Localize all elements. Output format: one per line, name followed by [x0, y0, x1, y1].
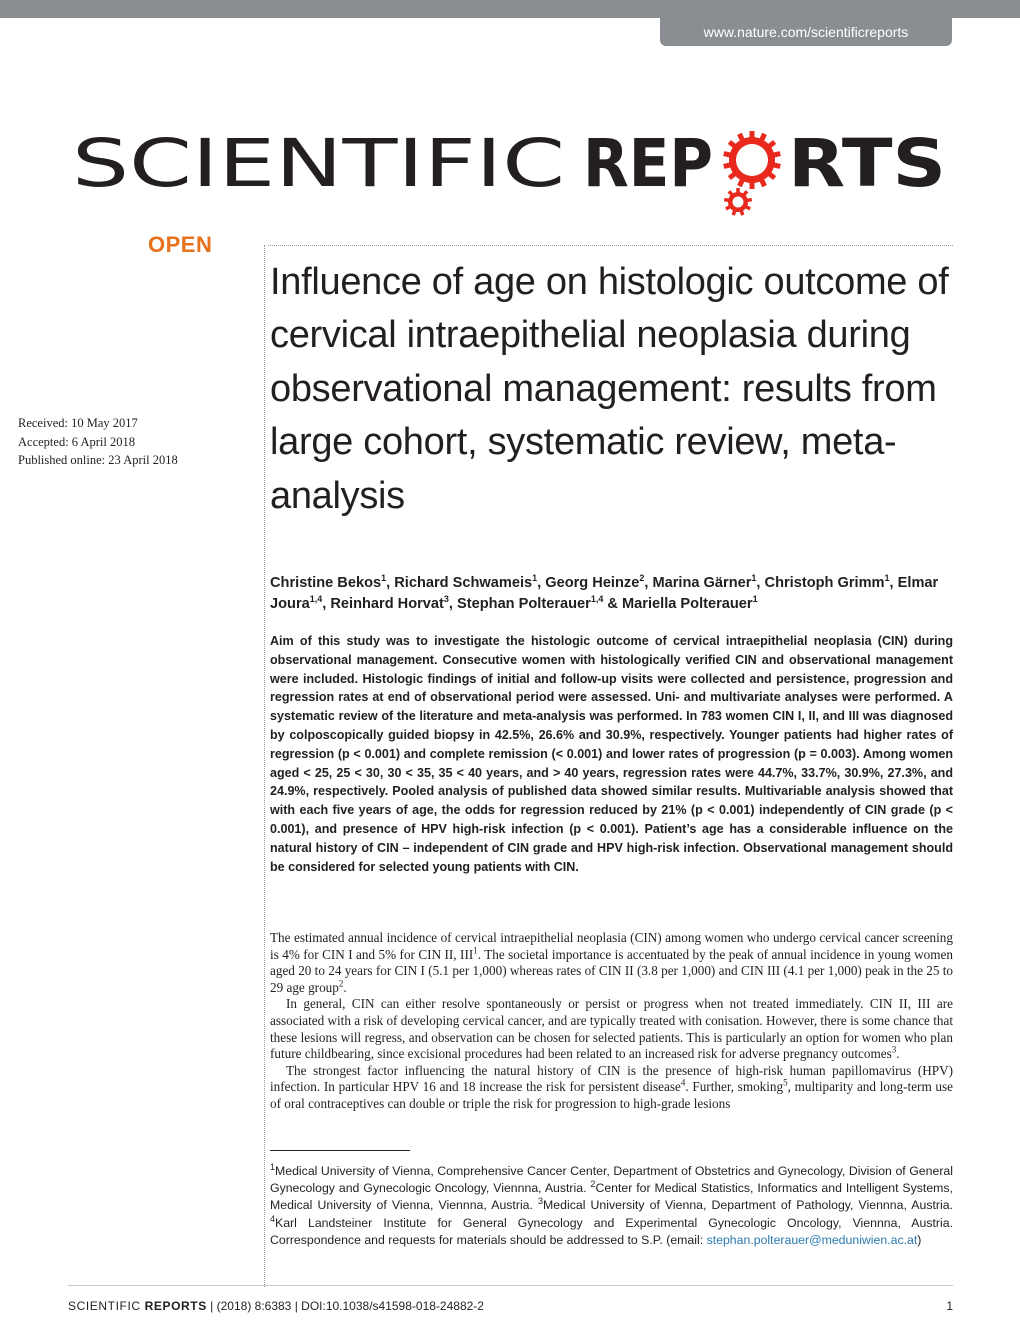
footer-journal-name: [68, 1299, 207, 1313]
page-footer: [68, 1297, 953, 1315]
author-name: Christine Bekos$^1$: [270, 573, 387, 591]
masthead-bold-right-text: RTS: [788, 125, 946, 202]
footer-doi-link[interactable]: DOI:10.1038/s41598-018-24882-2: [301, 1299, 484, 1313]
author-name: Georg Heinze$^2$: [545, 573, 645, 591]
dotted-column-divider: [264, 245, 265, 1287]
reference-marker[interactable]: 4: [680, 1077, 686, 1088]
reference-marker[interactable]: 3: [891, 1044, 897, 1055]
affiliation-marker: 1: [884, 573, 890, 584]
affiliation-marker: 2: [639, 573, 645, 584]
dotted-divider: [268, 245, 953, 246]
footer-separator: |: [210, 1299, 217, 1313]
body-text: [270, 930, 953, 1113]
footer-separator: |: [294, 1299, 302, 1313]
body-paragraph: The strongest factor influencing the natural history of CIN is the presence of high-risk human papillomavirus (HPV) infection. In particular HPV 16 and 18 increase the risk for persistent disease$^4$. Further, smoking$^5$, multiparity and long-term use of oral contraceptives can double or triple the risk for progression to high-grade lesions: [270, 1062, 953, 1111]
reference-marker[interactable]: 4: [270, 1213, 276, 1224]
journal-masthead: [0, 108, 1020, 218]
affiliation-marker: 1: [381, 573, 387, 584]
reference-marker[interactable]: 3: [538, 1196, 544, 1207]
footer-journal-bold: REPORTS: [144, 1299, 207, 1313]
reference-marker[interactable]: 2: [590, 1179, 596, 1190]
footer-divider: [68, 1285, 953, 1286]
accepted-date: Accepted: 6 April 2018: [18, 434, 135, 449]
header-bar: [0, 0, 1020, 18]
reference-marker[interactable]: 1: [270, 1161, 276, 1172]
affiliations: $^1$Medical University of Vienna, Comprehensive Cancer Center, Department of Obstetrics and Gynecology, Division of General Gynecology and Gynecologic Oncology, Viennna, Austria. $^2$Center for Medical Statistics, Informatics and Intelligent Systems, Medical University of Vienna, Viennna, Austria. $^3$Medical University of Vienna, Department of Pathology, Viennna, Austria. $^4$Karl Landsteiner Institute for General Gynecology and Experimental Gynecologic Oncology, Viennna, Austria. Correspondence and requests for materials should be addressed to S.P. (email: stephan.polterauer@meduniwien.ac.at): [270, 1161, 953, 1247]
author-name: Richard Schwameis$^1$: [394, 573, 538, 591]
reference-marker[interactable]: 1: [473, 945, 478, 956]
author-name: Mariella Polterauer$^1$: [622, 594, 758, 612]
masthead-bold-left-text: REP: [583, 125, 713, 202]
body-paragraph: The estimated annual incidence of cervical intraepithelial neoplasia (CIN) among women who undergo cervical cancer screening is 4% for CIN I and 5% for CIN II, III$^1$. The societal importance is accentuated by the peak of annual incidence in young women aged 20 to 24 years for CIN I (5.1 per 1,000) whereas rates of CIN II (3.8 per 1,000) and CIN III (4.1 per 1,000) peak in the 25 to 29 age group$^2$.: [270, 930, 953, 995]
affiliation-marker: 1,4: [309, 594, 323, 605]
received-date: Received: 10 May 2017: [18, 416, 138, 430]
author-name: Elmar Joura$^{1,4}$: [270, 575, 939, 612]
page-number: 1: [946, 1299, 953, 1313]
affiliation-marker: 1,4: [590, 594, 604, 605]
author-name: Marina Gärner$^1$: [652, 573, 757, 591]
reference-marker[interactable]: 5: [783, 1077, 788, 1088]
affiliation-marker: 3: [443, 594, 449, 605]
email-link[interactable]: stephan.polterauer@meduniwien.ac.at: [706, 1232, 918, 1247]
abstract: Aim of this study was to investigate the histologic outcome of cervical intraepithelial neoplasia (CIN) during observational management. Consecutive women with histologically verified CIN and observational management were included. Histologic findings of initial and follow-up visits were collected and persistence, progression and regression rates at end of observational period were assessed. Uni- and multivariate analyses were performed. A systematic review of the literature and meta-analysis was performed. In 783 women CIN I, II, and III was diagnosed by colposcopically guided biopsy in 42.5%, 26.6% and 30.9%, respectively. Younger patients had higher rates of regression (p < 0.001) and complete remission (< 0.001) and lower rates of progression (p = 0.003). Among women aged < 25, 25 < 30, 30 < 35, 35 < 40 years, and > 40 years, regression rates were 44.7%, 33.7%, 30.9%, 27.3%, and 24.9%, respectively. Pooled analysis of published data showed similar results. Multivariable analysis showed that with each five years of age, the odds for regression reduced by 21% (p < 0.001) independently of CIN grade (p < 0.001), and presence of HPV high-risk infection (p < 0.001). Patient’s age has a considerable influence on the natural history of CIN – independent of CIN grade and HPV high-risk infection. Observational management should be considered for selected young patients with CIN.: [270, 634, 953, 874]
gear-cog-icon: [723, 131, 781, 216]
affiliation-marker: 1: [752, 594, 758, 605]
footnote-divider: [270, 1150, 410, 1151]
author-name: Christoph Grimm$^1$: [764, 573, 890, 591]
affiliation-marker: 1: [751, 573, 757, 584]
reference-marker[interactable]: 2: [338, 978, 344, 989]
footer-citation: (2018) 8:6383: [216, 1299, 292, 1313]
footer-journal-light: SCIENTIFIC: [68, 1299, 141, 1313]
author-list: Christine Bekos$^1$, Richard Schwameis$^1$, Georg Heinze$^2$, Marina Gärner$^1$, Christoph Grimm$^1$, Elmar Joura$^{1,4}$, Reinhard Horvat$^3$, Stephan Polterauer$^{1,4}$ & Mariella Polterauer$^1$: [270, 573, 939, 612]
open-access-label: OPEN: [148, 232, 213, 257]
article-dates: [18, 414, 248, 470]
author-name: Reinhard Horvat$^3$: [330, 594, 449, 612]
published-date: Published online: 23 April 2018: [18, 453, 178, 467]
masthead-light-text: SCIENTIFIC: [72, 125, 565, 202]
author-name: Stephan Polterauer$^{1,4}$: [457, 594, 604, 612]
body-paragraph: In general, CIN can either resolve spontaneously or persist or progress when not treated immediately. CIN II, III are associated with a risk of developing cervical cancer, and are typically treated with conisation. However, there is some chance that these lesions will regress, and observation can be chosen for selected patients. This is particularly an option for women who plan future childbearing, since excisional procedures had been related to an increased risk for adverse pregnancy outcomes$^3$.: [270, 996, 953, 1062]
article-title: Influence of age on histologic outcome of cervical intraepithelial neoplasia during observational management: results from large cohort, systematic review, meta-analysis: [270, 261, 949, 517]
journal-url-link[interactable]: www.nature.com/scientificreports: [660, 18, 952, 46]
affiliation-marker: 1: [532, 573, 538, 584]
